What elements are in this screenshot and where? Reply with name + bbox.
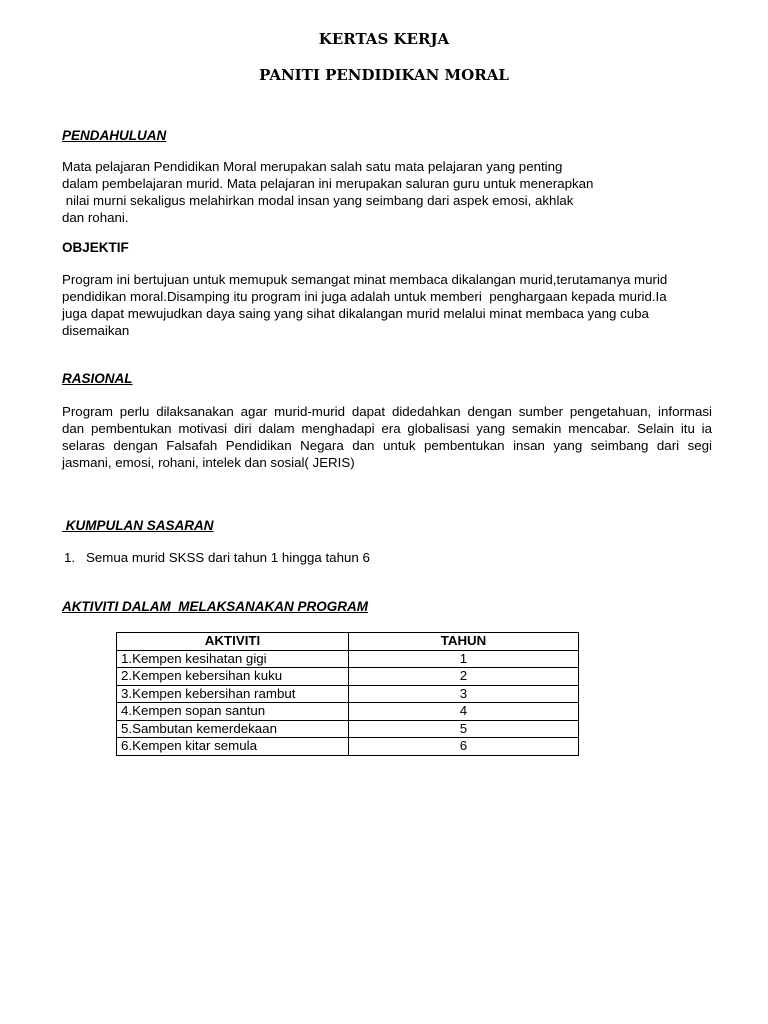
- paragraph-line: selaras dengan Falsafah Pendidikan Negara dan untuk pembentukan insan yang seimbang dari segi: [62, 438, 712, 453]
- cell-tahun: 1: [349, 650, 579, 668]
- cell-aktiviti: 1.Kempen kesihatan gigi: [117, 650, 349, 668]
- paragraph-line: juga dapat mewujudkan daya saing yang sihat dikalangan murid melalui minat membaca yang cuba: [62, 306, 649, 321]
- table-row: [117, 720, 579, 738]
- cell-tahun: 4: [349, 703, 579, 721]
- section-heading-objektif: OBJEKTIF: [62, 240, 129, 255]
- table-header-row: [117, 633, 579, 651]
- section-heading-rasional: RASIONAL: [62, 371, 133, 386]
- activity-table: [116, 632, 579, 756]
- cell-aktiviti: 4.Kempen sopan santun: [117, 703, 349, 721]
- paragraph-line: jasmani, emosi, rohani, intelek dan sosial( JERIS): [62, 455, 355, 470]
- section-heading-kumpulan-sasaran: KUMPULAN SASARAN: [62, 518, 214, 533]
- cell-aktiviti: 6.Kempen kitar semula: [117, 738, 349, 756]
- paragraph-line: dalam pembelajaran murid. Mata pelajaran ini merupakan saluran guru untuk menerapkan: [62, 176, 594, 191]
- table-row: [117, 703, 579, 721]
- table-row: [117, 738, 579, 756]
- paragraph-line: Program ini bertujuan untuk memupuk semangat minat membaca dikalangan murid,terutamanya murid: [62, 272, 668, 287]
- paragraph-line: pendidikan moral.Disamping itu program ini juga adalah untuk memberi penghargaan kepada murid.Ia: [62, 289, 667, 304]
- section-heading-pendahuluan: PENDAHULUAN: [62, 128, 167, 143]
- paragraph-line: nilai murni sekaligus melahirkan modal insan yang seimbang dari aspek emosi, akhlak: [62, 193, 574, 208]
- cell-tahun: 5: [349, 720, 579, 738]
- objektif-paragraph: [62, 271, 667, 339]
- column-header-aktiviti: AKTIVITI: [117, 633, 349, 651]
- document-title: KERTAS KERJA: [318, 30, 450, 48]
- paragraph-line: Mata pelajaran Pendidikan Moral merupakan salah satu mata pelajaran yang penting: [62, 159, 563, 174]
- paragraph-line: Program perlu dilaksanakan agar murid-murid dapat didedahkan dengan sumber pengetahuan, informasi: [62, 404, 712, 419]
- cell-tahun: 2: [349, 668, 579, 686]
- rasional-paragraph: [62, 403, 712, 471]
- paragraph-line: disemaikan: [62, 323, 130, 338]
- table-row: [117, 685, 579, 703]
- paragraph-line: dan rohani.: [62, 210, 129, 225]
- list-item-text: Semua murid SKSS dari tahun 1 hingga tahun 6: [86, 550, 370, 565]
- table-row: [117, 650, 579, 668]
- cell-tahun: 3: [349, 685, 579, 703]
- list-item: [64, 550, 370, 565]
- cell-aktiviti: 3.Kempen kebersihan rambut: [117, 685, 349, 703]
- cell-tahun: 6: [349, 738, 579, 756]
- pendahuluan-paragraph: [62, 158, 593, 226]
- section-heading-aktiviti: AKTIVITI DALAM MELAKSANAKAN PROGRAM: [62, 599, 368, 614]
- cell-aktiviti: 5.Sambutan kemerdekaan: [117, 720, 349, 738]
- document-subtitle: PANITI PENDIDIKAN MORAL: [259, 66, 509, 84]
- list-item-number: 1.: [64, 550, 76, 565]
- table-row: [117, 668, 579, 686]
- column-header-tahun: TAHUN: [349, 633, 579, 651]
- cell-aktiviti: 2.Kempen kebersihan kuku: [117, 668, 349, 686]
- paragraph-line: dan pembentukan motivasi diri dalam menghadapi era globalisasi yang semakin mencabar. Selain itu ia: [62, 421, 712, 436]
